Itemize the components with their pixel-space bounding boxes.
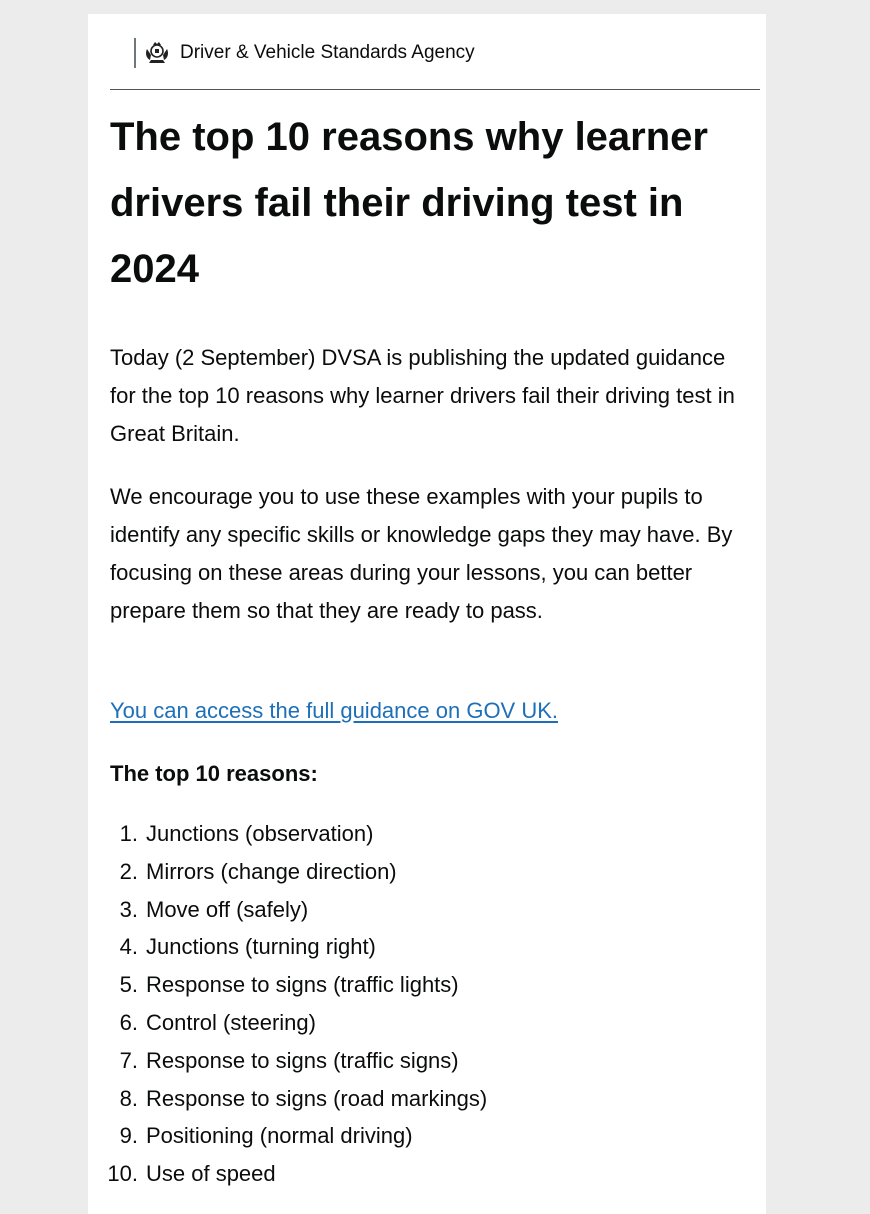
list-item-number: 3.	[119, 896, 138, 922]
full-guidance-link[interactable]: You can access the full guidance on GOV UK.	[110, 698, 559, 723]
reasons-heading: The top 10 reasons:	[110, 761, 318, 786]
agency-header	[134, 36, 475, 70]
reasons-list	[100, 815, 487, 1193]
list-item-text: Junctions (turning right)	[146, 934, 376, 960]
header-divider	[134, 38, 136, 68]
list-item	[100, 853, 487, 891]
list-item	[100, 815, 487, 853]
list-item-text: Response to signs (traffic lights)	[146, 972, 459, 998]
intro-paragraph: Today (2 September) DVSA is publishing the updated guidance for the top 10 reasons why learner drivers fail their driving test in Great Britain.	[110, 345, 735, 446]
header-divider-line	[110, 89, 760, 90]
list-item-number: 4.	[119, 934, 138, 960]
list-item-text: Response to signs (traffic signs)	[146, 1047, 459, 1073]
list-item-number: 7.	[119, 1047, 138, 1073]
list-item-text: Junctions (observation)	[146, 821, 374, 846]
list-item-text: Use of speed	[146, 1161, 276, 1187]
list-item	[100, 1117, 487, 1155]
list-item-text: Response to signs (road markings)	[146, 1085, 488, 1111]
list-item	[100, 1080, 487, 1118]
list-item-text: Control (steering)	[146, 1009, 316, 1035]
list-item	[100, 966, 487, 1004]
list-item-number: 5.	[119, 972, 138, 998]
list-item	[100, 891, 487, 929]
list-item-number: 2.	[119, 858, 138, 884]
list-item	[100, 1155, 487, 1193]
agency-name: Driver & Vehicle Standards Agency	[180, 42, 475, 63]
list-item-number: 1.	[119, 821, 138, 846]
list-item	[100, 928, 487, 966]
list-item-number: 8.	[119, 1085, 138, 1111]
list-item-number: 10.	[107, 1161, 138, 1187]
list-item	[100, 1004, 487, 1042]
list-item-text: Positioning (normal driving)	[146, 1123, 413, 1149]
list-item-text: Move off (safely)	[146, 896, 309, 922]
list-item-number: 9.	[119, 1123, 138, 1149]
list-item	[100, 1042, 487, 1080]
encouragement-paragraph: We encourage you to use these examples with your pupils to identify any specific skills or knowledge gaps they may have. By focusing on these areas during your lessons, you can better prepare them so that they are ready to pass.	[110, 484, 733, 623]
page-title: The top 10 reasons why learner drivers fail their driving test in 2024	[110, 115, 708, 291]
royal-coat-of-arms-icon	[142, 38, 172, 68]
list-item-number: 6.	[119, 1009, 138, 1035]
list-item-text: Mirrors (change direction)	[146, 858, 397, 884]
